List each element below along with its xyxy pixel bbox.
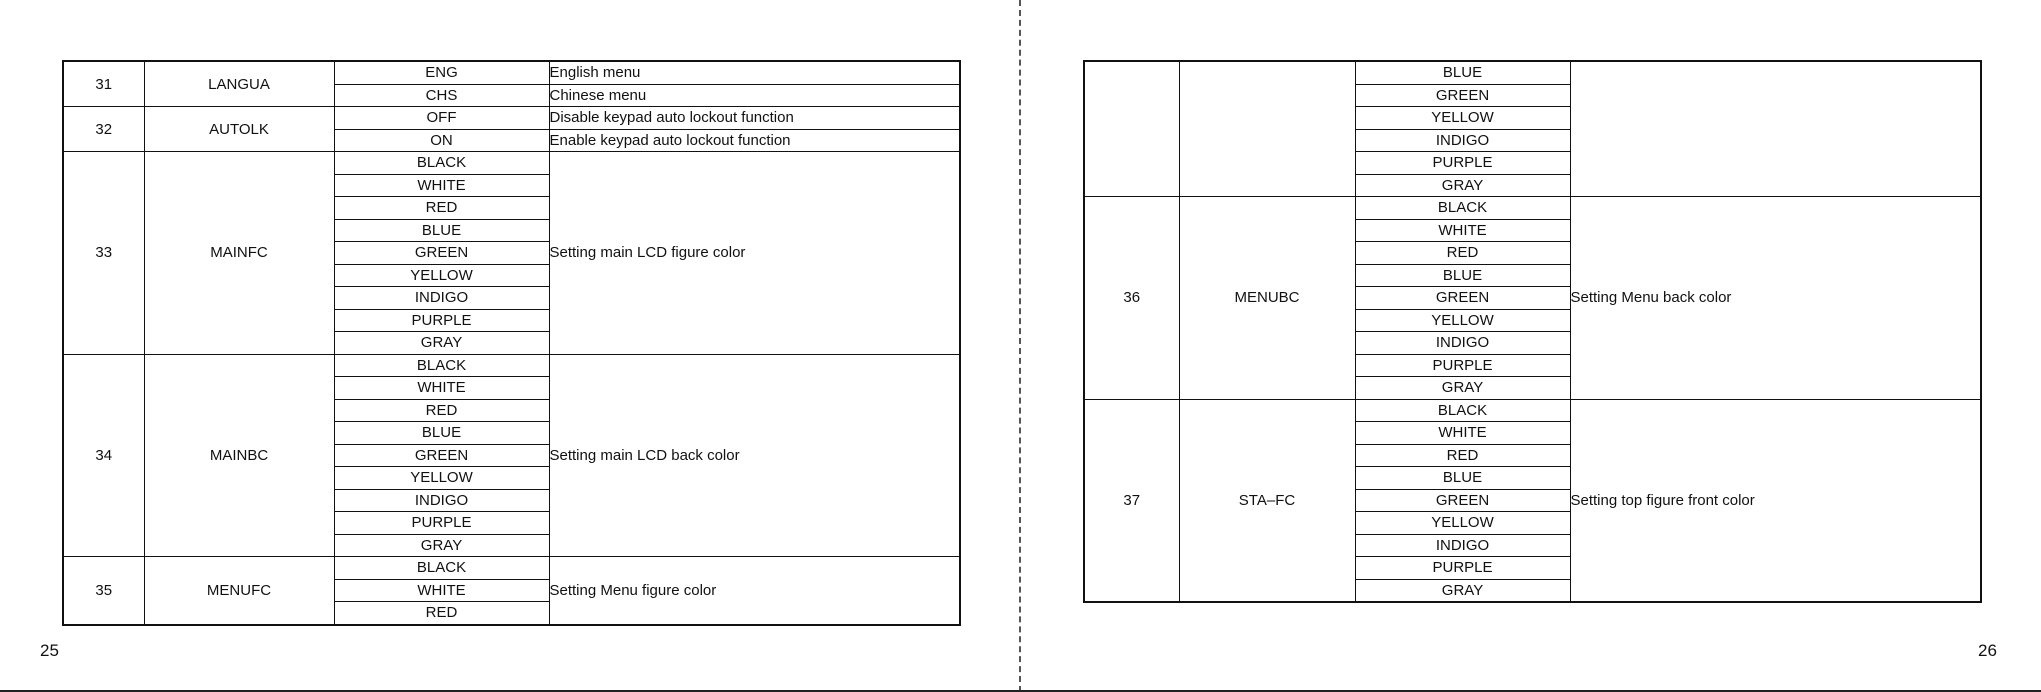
setting-option: RED [334, 399, 549, 422]
setting-name: MENUBC [1179, 197, 1355, 400]
setting-option: WHITE [1355, 422, 1570, 445]
setting-number: 31 [63, 61, 144, 107]
setting-option: BLUE [1355, 61, 1570, 84]
setting-option: BLACK [334, 354, 549, 377]
setting-option: YELLOW [334, 264, 549, 287]
setting-option: INDIGO [1355, 332, 1570, 355]
setting-option: GREEN [334, 242, 549, 265]
setting-option: WHITE [1355, 219, 1570, 242]
table-row [63, 354, 960, 377]
option-description: Disable keypad auto lockout function [549, 107, 960, 130]
table-row [63, 557, 960, 580]
setting-name: MENUFC [144, 557, 334, 625]
setting-number: 35 [63, 557, 144, 625]
setting-option: GREEN [1355, 84, 1570, 107]
setting-option: GRAY [1355, 377, 1570, 400]
setting-number: 33 [63, 152, 144, 355]
setting-option: ON [334, 129, 549, 152]
setting-option: PURPLE [334, 512, 549, 535]
setting-option: BLACK [334, 557, 549, 580]
setting-number: 34 [63, 354, 144, 557]
setting-option: YELLOW [1355, 512, 1570, 535]
setting-number: 37 [1084, 399, 1179, 602]
table-row [63, 107, 960, 130]
setting-option: BLACK [1355, 197, 1570, 220]
setting-option: PURPLE [334, 309, 549, 332]
setting-option: YELLOW [1355, 309, 1570, 332]
setting-option: BLUE [1355, 467, 1570, 490]
setting-option: INDIGO [1355, 129, 1570, 152]
option-description: English menu [549, 61, 960, 84]
table-row [1084, 197, 1981, 220]
setting-number: 36 [1084, 197, 1179, 400]
setting-option: PURPLE [1355, 152, 1570, 175]
setting-option: GRAY [334, 534, 549, 557]
setting-description: Setting Menu figure color [549, 557, 960, 625]
setting-option: RED [1355, 444, 1570, 467]
settings-table-left [62, 60, 961, 626]
setting-name: LANGUA [144, 61, 334, 107]
setting-option: GREEN [1355, 489, 1570, 512]
setting-option: YELLOW [334, 467, 549, 490]
setting-name: MAINFC [144, 152, 334, 355]
setting-option: BLUE [1355, 264, 1570, 287]
page-number: 25 [40, 641, 59, 660]
settings-table-body [1084, 61, 1981, 602]
table-row [63, 152, 960, 175]
setting-option: WHITE [334, 174, 549, 197]
setting-name: MAINBC [144, 354, 334, 557]
setting-option: GREEN [334, 444, 549, 467]
setting-option: ENG [334, 61, 549, 84]
setting-option: OFF [334, 107, 549, 130]
setting-name [1179, 61, 1355, 197]
setting-option: YELLOW [1355, 107, 1570, 130]
table-row [1084, 61, 1981, 84]
setting-option: GRAY [1355, 174, 1570, 197]
setting-option: BLACK [1355, 399, 1570, 422]
settings-table-right [1083, 60, 1982, 603]
option-description: Enable keypad auto lockout function [549, 129, 960, 152]
setting-option: BLUE [334, 219, 549, 242]
page-number: 26 [1978, 641, 1997, 660]
setting-description: Setting main LCD back color [549, 354, 960, 557]
setting-option: RED [334, 602, 549, 625]
setting-option: PURPLE [1355, 557, 1570, 580]
setting-option: RED [334, 197, 549, 220]
setting-description: Setting Menu back color [1570, 197, 1981, 400]
setting-option: WHITE [334, 377, 549, 400]
setting-option: PURPLE [1355, 354, 1570, 377]
setting-option: GREEN [1355, 287, 1570, 310]
setting-option: INDIGO [1355, 534, 1570, 557]
setting-option: BLACK [334, 152, 549, 175]
setting-name: STA–FC [1179, 399, 1355, 602]
setting-number: 32 [63, 107, 144, 152]
setting-option: GRAY [334, 332, 549, 355]
page-fold-divider [1019, 0, 1021, 692]
setting-option: CHS [334, 84, 549, 107]
setting-description [1570, 61, 1981, 197]
setting-option: GRAY [1355, 579, 1570, 602]
setting-option: RED [1355, 242, 1570, 265]
table-row [63, 61, 960, 84]
setting-option: BLUE [334, 422, 549, 445]
setting-description: Setting main LCD figure color [549, 152, 960, 355]
setting-name: AUTOLK [144, 107, 334, 152]
settings-table-body [63, 61, 960, 625]
table-row [1084, 399, 1981, 422]
option-description: Chinese menu [549, 84, 960, 107]
setting-number [1084, 61, 1179, 197]
setting-description: Setting top figure front color [1570, 399, 1981, 602]
setting-option: INDIGO [334, 287, 549, 310]
setting-option: WHITE [334, 579, 549, 602]
setting-option: INDIGO [334, 489, 549, 512]
